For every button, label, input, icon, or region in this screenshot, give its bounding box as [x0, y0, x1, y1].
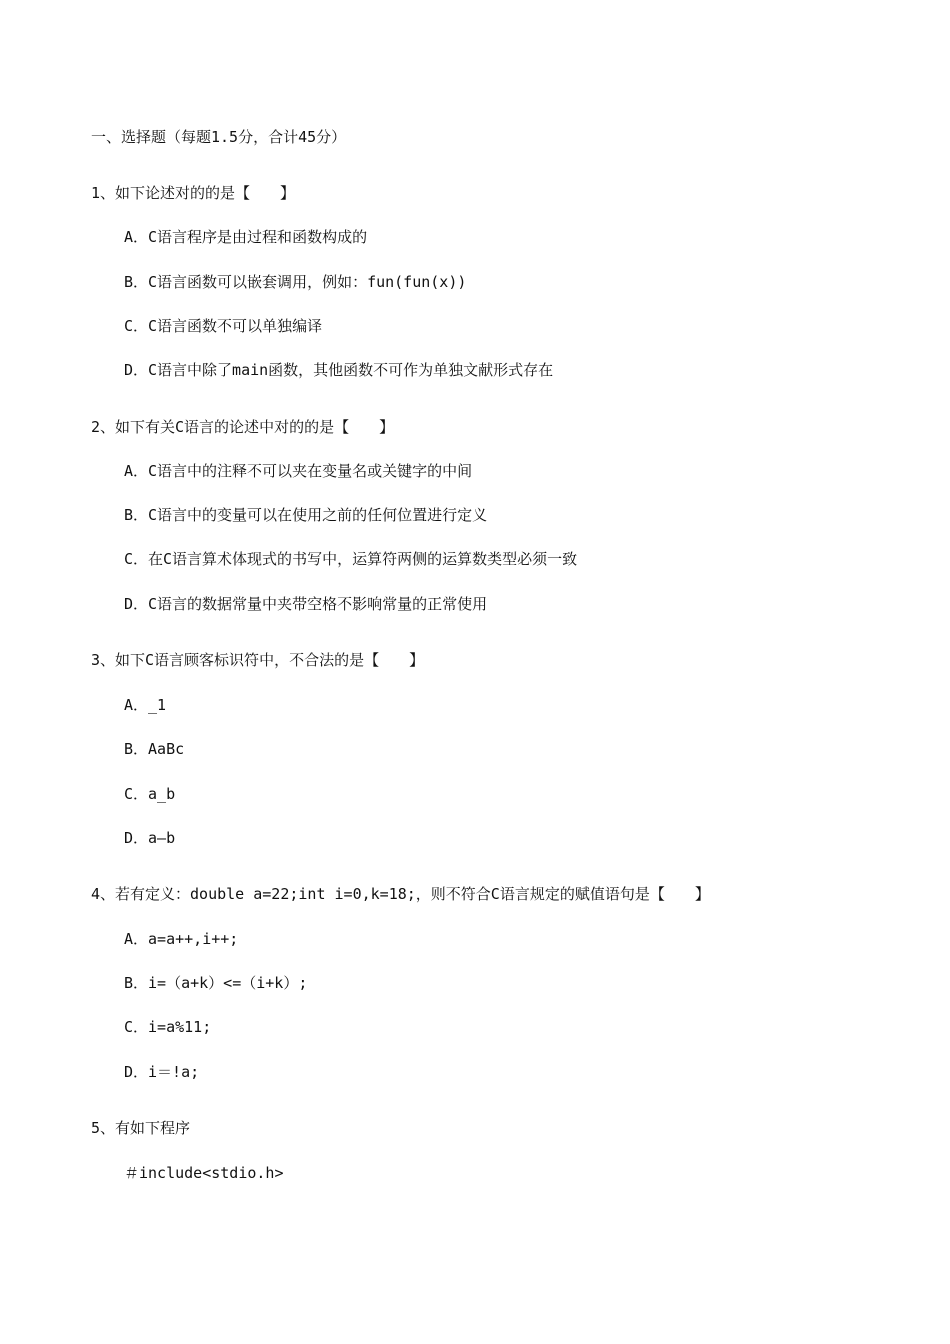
question-1-stem: 1、如下论述对的的是【 】: [91, 184, 296, 202]
question-1-option-d: D．C语言中除了main函数，其他函数不可作为单独文献形式存在: [124, 361, 554, 379]
question-2-option-b: B．C语言中的变量可以在使用之前的任何位置进行定义: [124, 506, 488, 524]
question-3-option-b: B．AaBc: [124, 740, 185, 758]
question-3-option-a: A．_1: [124, 696, 167, 714]
question-2-option-c: C．在C语言算术体现式的书写中，运算符两侧的运算数类型必须一致: [124, 550, 578, 568]
section-title: 一、选择题（每题1.5分，合计45分）: [91, 128, 347, 146]
question-2-stem: 2、如下有关C语言的论述中对的的是【 】: [91, 418, 395, 436]
question-1-option-c: C．C语言函数不可以单独编译: [124, 317, 323, 335]
question-4-stem: 4、若有定义：double a=22;int i=0,k=18;，则不符合C语言规定的赋值语句是【 】: [91, 885, 710, 903]
question-5-code-line-1: ＃include<stdio.h>: [124, 1164, 284, 1182]
question-1-option-a: A．C语言程序是由过程和函数构成的: [124, 228, 368, 246]
question-4-option-a: A．a=a++,i++;: [124, 930, 239, 948]
question-2-option-d: D．C语言的数据常量中夹带空格不影响常量的正常使用: [124, 595, 488, 613]
question-1-option-b: B．C语言函数可以嵌套调用，例如：fun(fun(x)): [124, 273, 467, 291]
question-3-stem: 3、如下C语言顾客标识符中，不合法的是【 】: [91, 651, 425, 669]
question-5-stem: 5、有如下程序: [91, 1119, 191, 1137]
question-4-option-c: C．i=a%11;: [124, 1018, 212, 1036]
question-4-option-b: B．i=（a+k）<=（i+k）;: [124, 974, 308, 992]
question-4-option-d: D．i＝!a;: [124, 1063, 200, 1081]
question-2-option-a: A．C语言中的注释不可以夹在变量名或关键字的中间: [124, 462, 473, 480]
question-3-option-c: C．a_b: [124, 785, 176, 803]
question-3-option-d: D．a—b: [124, 829, 176, 847]
